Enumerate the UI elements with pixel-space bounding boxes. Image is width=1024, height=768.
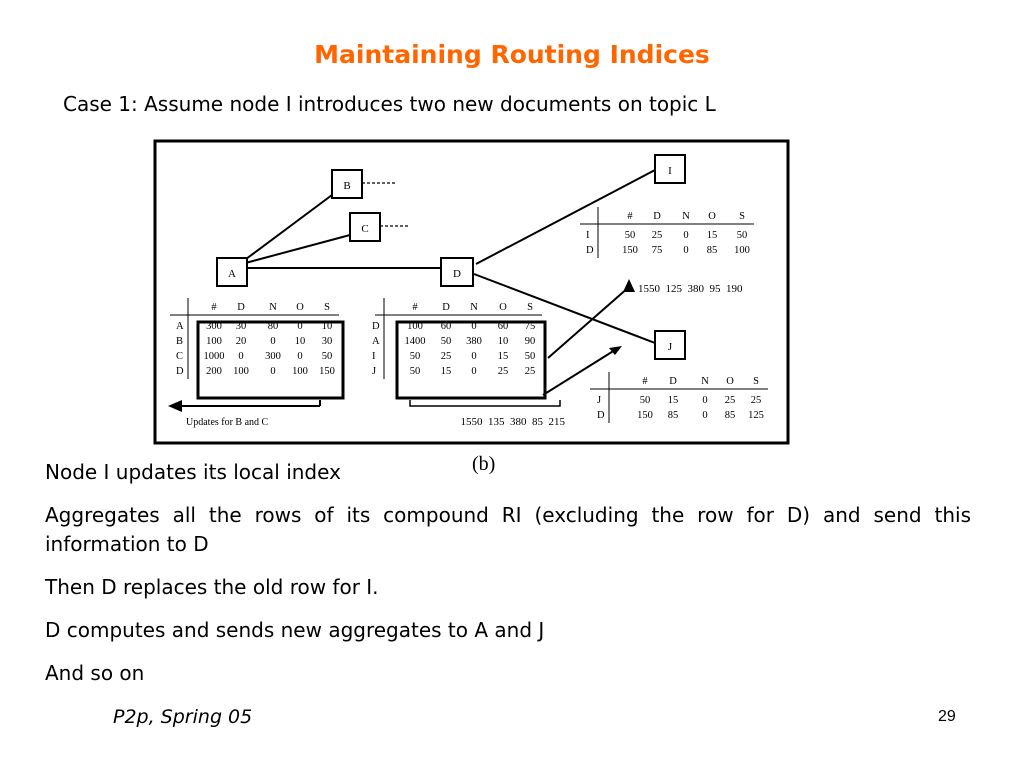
table-j-cell: 25 [750,395,762,406]
table-d-cell: J [372,366,377,377]
table-d-cell: 75 [524,321,536,332]
table-a-cell: 10 [294,336,306,347]
svg-text:C: C [361,223,369,235]
table-i-cell: 25 [651,230,663,241]
table-j-cell: D [597,410,605,421]
table-a-cell: 1000 [203,351,225,362]
table-d-cell: A [372,336,380,347]
node-j [655,331,685,359]
table-d-cell: 0 [471,351,477,362]
svg-text:B: B [343,180,351,192]
table-a-cell: 0 [238,351,244,362]
table-d-cell: 50 [440,336,452,347]
updates-label: Updates for B and C [186,417,269,428]
bullet-item: Node I updates its local index [45,460,341,484]
table-d-cell: 50 [409,366,421,377]
table-i-cell: D [586,245,594,256]
svg-text:I: I [668,165,672,177]
table-i-cell: I [586,230,590,241]
table-i-cell: 150 [622,245,638,256]
table-a-cell: 200 [206,366,222,377]
table-j-header-cell: # [642,376,648,387]
table-d-header-cell: O [499,302,507,313]
table-j-cell: 0 [702,410,708,421]
figure-caption: (b) [472,453,496,475]
table-i-cell: 50 [736,230,748,241]
table-a-cell: B [176,336,184,347]
table-a-cell: A [176,321,184,332]
table-j-cell: 50 [639,395,651,406]
svg-text:A: A [228,268,236,280]
table-d-cell: 90 [524,336,536,347]
table-d-cell: D [372,321,380,332]
table-d-cell: 50 [524,351,536,362]
svg-text:D: D [453,268,461,280]
table-a-cell: 50 [321,351,333,362]
node-c [350,213,380,241]
d-to-a-aggregate: 1550 135 380 85 215 [460,416,565,428]
table-d-cell: 25 [440,351,452,362]
table-j-header-cell: D [669,376,677,387]
table-a-cell: 100 [233,366,249,377]
bullet-item: D computes and sends new aggregates to A and J [45,618,545,642]
table-j-cell: 15 [667,395,679,406]
table-a-cell: 150 [319,366,335,377]
page-number: 29 [938,708,956,725]
table-i-cell: 100 [734,245,750,256]
table-a-cell: 30 [321,336,333,347]
table-d-cell: 100 [407,321,423,332]
table-d-cell: 0 [471,366,477,377]
table-j-cell: 0 [702,395,708,406]
table-j-header-cell: S [753,376,759,387]
table-j-header-cell: O [726,376,734,387]
table-d-cell: 25 [497,366,509,377]
table-j-cell: 150 [637,410,653,421]
table-d-cell: 380 [466,336,482,347]
table-d-cell: 60 [440,321,452,332]
table-i-cell: 0 [683,245,689,256]
table-j-cell: J [597,395,602,406]
table-d-cell: 1400 [404,336,426,347]
table-d-cell: 15 [440,366,452,377]
table-j-cell: 25 [724,395,736,406]
table-a-cell: 80 [267,321,279,332]
table-d-cell: I [372,351,376,362]
bullet-item: Aggregates all the rows of its compound RI (excluding the row for D) and send this information to D [45,503,971,556]
table-a-cell: 30 [235,321,247,332]
table-a-cell: D [176,366,184,377]
table-d-cell: 25 [524,366,536,377]
svg-text:J: J [667,341,673,353]
table-a-header-cell: N [269,302,277,313]
table-d-header-cell: # [412,302,418,313]
node-a [217,258,247,286]
case-description: Case 1: Assume node I introduces two new documents on topic L [63,92,716,116]
table-j-cell: 125 [748,410,764,421]
table-a-header-cell: O [296,302,304,313]
bullet-item: And so on [45,661,145,685]
table-i-cell: 50 [624,230,636,241]
table-i-header-cell: O [708,211,716,222]
table-a-header-cell: S [324,302,330,313]
table-d-header-cell: S [527,302,533,313]
table-a-cell: 0 [297,321,303,332]
node-d [441,258,473,286]
table-d-cell: 50 [409,351,421,362]
table-i-header-cell: D [653,211,661,222]
node-b [332,170,362,198]
table-i-cell: 85 [706,245,718,256]
d-to-i-aggregate: 1550 125 380 95 190 [638,283,743,295]
bullet-list [45,458,971,702]
table-a-cell: 100 [206,336,222,347]
table-a-header-cell: # [211,302,217,313]
table-j-header-cell: N [701,376,709,387]
table-j-cell: 85 [667,410,679,421]
table-a-cell: 300 [206,321,222,332]
table-i-cell: 0 [683,230,689,241]
table-j-cell: 85 [724,410,736,421]
table-a-cell: 0 [270,336,276,347]
table-d-header-cell: N [470,302,478,313]
table-a-cell: C [176,351,184,362]
table-a-cell: 20 [235,336,247,347]
table-d-header-cell: D [442,302,450,313]
bullet-item: Then D replaces the old row for I. [45,575,379,599]
table-a-cell: 300 [265,351,281,362]
table-a-cell: 10 [321,321,333,332]
table-a-cell: 100 [292,366,308,377]
table-i-cell: 75 [651,245,663,256]
table-a-cell: 0 [297,351,303,362]
slide-title: Maintaining Routing Indices [314,40,710,69]
table-a-cell: 0 [270,366,276,377]
table-i-header-cell: # [627,211,633,222]
table-d-cell: 15 [497,351,509,362]
node-i [655,155,685,183]
table-d-cell: 10 [497,336,509,347]
table-i-cell: 15 [706,230,718,241]
table-i-header-cell: S [739,211,745,222]
table-d-cell: 0 [471,321,477,332]
table-i-header-cell: N [682,211,690,222]
footer-course: P2p, Spring 05 [113,706,253,728]
table-a-header-cell: D [237,302,245,313]
table-d-cell: 60 [497,321,509,332]
